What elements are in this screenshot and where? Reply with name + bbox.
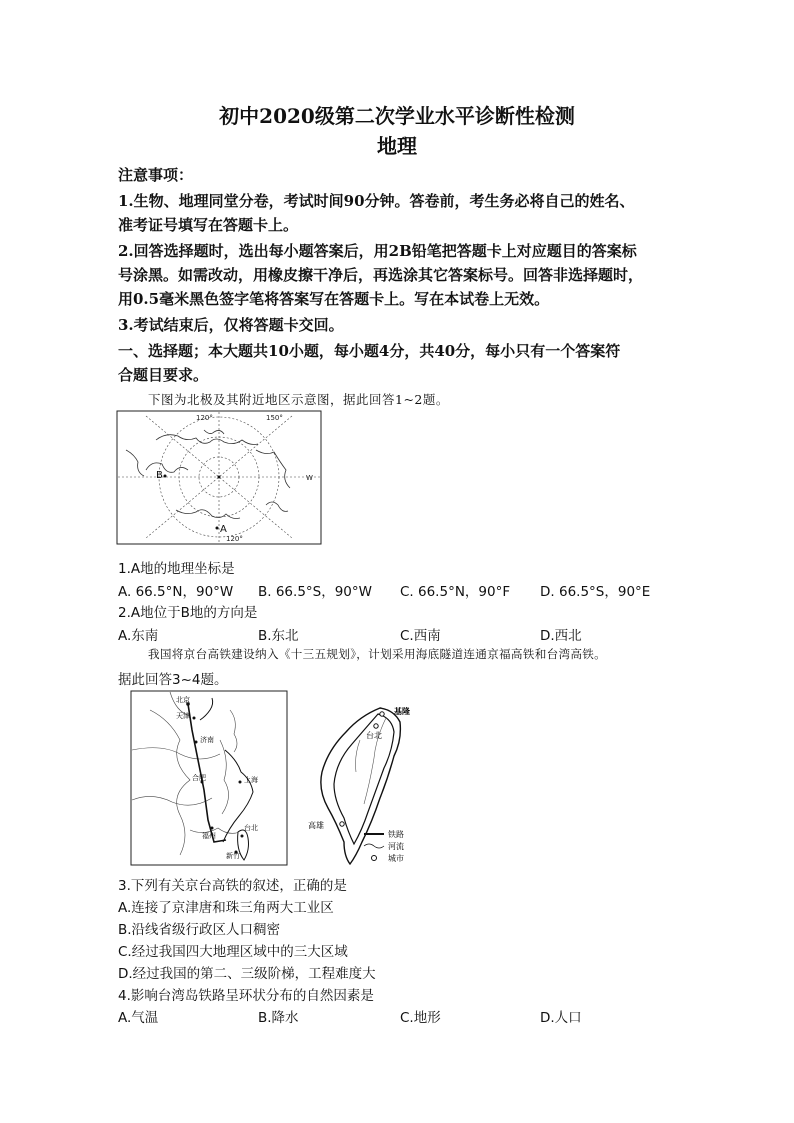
figure2-caption-2: 据此回答3~4题。 xyxy=(118,672,228,688)
city-label: 新竹 xyxy=(226,852,240,860)
notice-line: 1.生物、地理同堂分卷，考试时间90分钟。答卷前，考生务必将自己的姓名、 xyxy=(118,192,635,210)
notice-heading: 注意事项： xyxy=(118,166,194,184)
point-a-label: A xyxy=(220,524,227,535)
option-b[interactable]: B.降水 xyxy=(258,1010,299,1026)
keelung-label: 基隆 xyxy=(394,707,410,716)
notice-line: 号涂黑。如需改动，用橡皮擦干净后，再选涂其它答案标号。回答非选择题时， xyxy=(118,266,644,284)
option-c[interactable]: C.经过我国四大地理区域中的三大区域 xyxy=(118,944,348,960)
legend-city: 城市 xyxy=(388,854,404,863)
city-label: 天津 xyxy=(176,712,190,720)
lon-label: 120° xyxy=(196,414,213,422)
option-d[interactable]: D. 66.5°S，90°E xyxy=(540,584,651,600)
option-b[interactable]: B.沿线省级行政区人口稠密 xyxy=(118,922,281,938)
q2-stem: 2.A地位于B地的方向是 xyxy=(118,605,258,621)
subject-title: 地理 xyxy=(377,134,417,158)
lon-label: 150° xyxy=(266,414,283,422)
city-label: 台北 xyxy=(244,824,258,832)
option-d[interactable]: D.经过我国的第二、三级阶梯，工程难度大 xyxy=(118,966,376,982)
option-c[interactable]: C.西南 xyxy=(400,628,441,644)
q1-stem: 1.A地的地理坐标是 xyxy=(118,561,235,577)
legend-river: 河流 xyxy=(388,842,404,851)
option-c[interactable]: C.地形 xyxy=(400,1010,441,1026)
taiwan-railway-map xyxy=(300,700,420,868)
lon-label: W xyxy=(306,474,313,482)
exam-title: 初中2020级第二次学业水平诊断性检测 xyxy=(219,104,575,128)
option-b[interactable]: B. 66.5°S，90°W xyxy=(258,584,372,600)
section-heading: 一、选择题；本大题共10小题，每小题4分，共40分，每小只有一个答案符 xyxy=(118,342,621,360)
option-d[interactable]: D.人口 xyxy=(540,1010,582,1026)
figure1-caption: 下图为北极及其附近地区示意图，据此回答1~2题。 xyxy=(148,392,449,407)
option-d[interactable]: D.西北 xyxy=(540,628,582,644)
kaohsiung-label: 高雄 xyxy=(308,821,324,830)
lon-label: 120° xyxy=(226,535,243,543)
option-a[interactable]: A.连接了京津唐和珠三角两大工业区 xyxy=(118,900,334,916)
option-b[interactable]: B.东北 xyxy=(258,628,299,644)
legend-rail: 铁路 xyxy=(388,830,404,839)
notice-line: 准考证号填写在答题卡上。 xyxy=(118,216,299,234)
legend-city-icon xyxy=(372,856,377,861)
city-label: 福州 xyxy=(202,832,216,840)
taipei-label: 台北 xyxy=(366,731,382,740)
city-label: 济南 xyxy=(200,736,214,744)
figure2-caption: 我国将京台高铁建设纳入《十三五规划》，计划采用海底隧道连通京福高铁和台湾高铁。 xyxy=(148,647,607,661)
notice-line: 用0.5毫米黑色签字笔将答案写在答题卡上。写在本试卷上无效。 xyxy=(118,290,550,308)
city-label: 上海 xyxy=(244,776,258,784)
option-a[interactable]: A.气温 xyxy=(118,1010,159,1026)
city-label: 北京 xyxy=(176,696,190,704)
q4-stem: 4.影响台湾岛铁路呈环状分布的自然因素是 xyxy=(118,988,374,1004)
option-c[interactable]: C. 66.5°N，90°F xyxy=(400,584,511,600)
arctic-map xyxy=(116,410,322,545)
option-a[interactable]: A.东南 xyxy=(118,628,159,644)
china-east-map xyxy=(130,690,288,866)
point-b-label: B xyxy=(156,470,163,481)
option-a[interactable]: A. 66.5°N，90°W xyxy=(118,584,234,600)
notice-line: 3.考试结束后，仅将答题卡交回。 xyxy=(118,316,344,334)
city-label: 合肥 xyxy=(192,774,206,782)
q3-stem: 3.下列有关京台高铁的叙述，正确的是 xyxy=(118,878,347,894)
notice-line: 2.回答选择题时，选出每小题答案后，用2B铅笔把答题卡上对应题目的答案标 xyxy=(118,242,637,260)
section-heading: 合题目要求。 xyxy=(118,366,209,384)
legend-river-line xyxy=(364,844,384,848)
